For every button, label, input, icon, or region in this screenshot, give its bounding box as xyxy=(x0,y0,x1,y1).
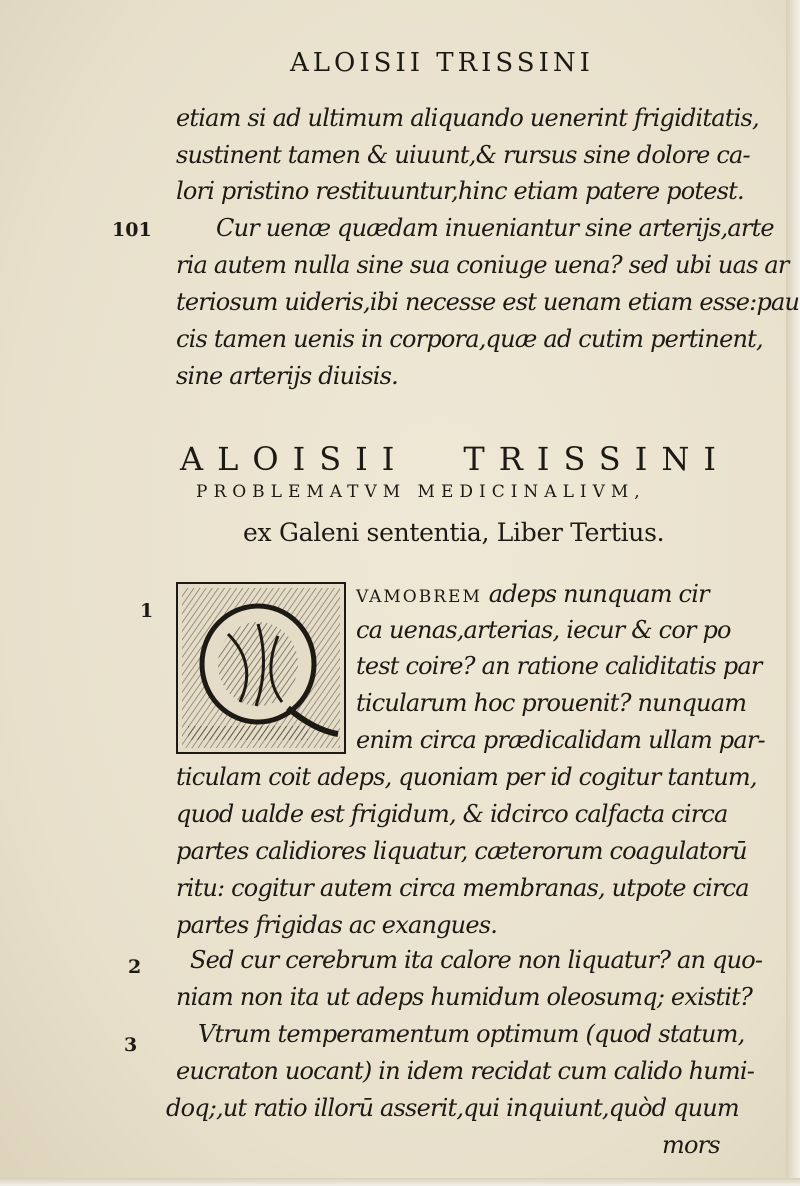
text-line: partes calidiores liquatur, cæterorum coagulatorū xyxy=(176,837,747,865)
text-line: Vtrum temperamentum optimum (quod statum, xyxy=(198,1020,745,1048)
text-segment: adeps nunquam cir xyxy=(481,580,709,608)
decorated-initial xyxy=(176,582,346,754)
text-line: teriosum uideris,ibi necesse est uenam etiam esse:pau xyxy=(176,288,800,316)
text-line: niam non ita ut adeps humidum oleosumq; existit? xyxy=(176,983,753,1011)
text-line: quod ualde est frigidum, & idcirco calfacta circa xyxy=(176,800,728,828)
text-line: sustinent tamen & uiuunt,& rursus sine dolore ca- xyxy=(176,141,750,169)
text-line: ticularum hoc prouenit? nunquam xyxy=(356,689,747,717)
text-line: etiam si ad ultimum aliquando uenerint frigiditatis, xyxy=(176,104,759,132)
text-line: partes frigidas ac exangues. xyxy=(176,911,498,939)
text-line: test coire? an ratione caliditatis par xyxy=(356,652,762,680)
page-edge-right xyxy=(786,0,800,1186)
section-title xyxy=(180,440,730,478)
text-line: ria autem nulla sine sua coniuge uena? sed ubi uas ar xyxy=(176,251,789,279)
section-title-word: ALOISII xyxy=(180,440,409,478)
lead-caps: VAMOBREM xyxy=(356,587,482,607)
text-line: lori pristino restituuntur,hinc etiam patere potest. xyxy=(176,177,744,205)
text-line: eucraton uocant) in idem recidat cum calido humi- xyxy=(176,1057,755,1085)
section-subtitle: PROBLEMATVM MEDICINALIVM, xyxy=(196,482,646,502)
text-line xyxy=(356,580,709,608)
text-line: ca uenas,arterias, iecur & cor po xyxy=(356,616,731,644)
section-subtitle-2: ex Galeni sententia, Liber Tertius. xyxy=(243,518,665,547)
margin-number: 101 xyxy=(112,219,152,241)
text-line: cis tamen uenis in corpora,quæ ad cutim pertinent, xyxy=(176,325,763,353)
section-title-word: TRISSINI xyxy=(463,440,730,478)
text-line: sine arterijs diuisis. xyxy=(176,362,398,390)
text-line: Cur uenæ quædam inueniantur sine arterijs,arte xyxy=(216,214,774,242)
catchword: mors xyxy=(662,1131,720,1159)
page-edge-bottom xyxy=(0,1178,800,1186)
problem-number: 2 xyxy=(128,956,142,978)
text-line: Sed cur cerebrum ita calore non liquatur? an quo- xyxy=(190,946,763,974)
problem-number: 3 xyxy=(124,1034,138,1056)
running-head: ALOISII TRISSINI xyxy=(290,48,594,78)
text-line: ticulam coit adeps, quoniam per id cogitur tantum, xyxy=(176,763,757,791)
text-line: doq;,ut ratio illorū asserit,qui inquiunt,quòd quum xyxy=(166,1094,739,1122)
problem-number: 1 xyxy=(140,600,154,622)
text-line: ritu: cogitur autem circa membranas, utpote circa xyxy=(176,874,749,902)
text-line: enim circa prædicalidam ullam par- xyxy=(356,726,765,754)
initial-ornament xyxy=(178,584,344,752)
